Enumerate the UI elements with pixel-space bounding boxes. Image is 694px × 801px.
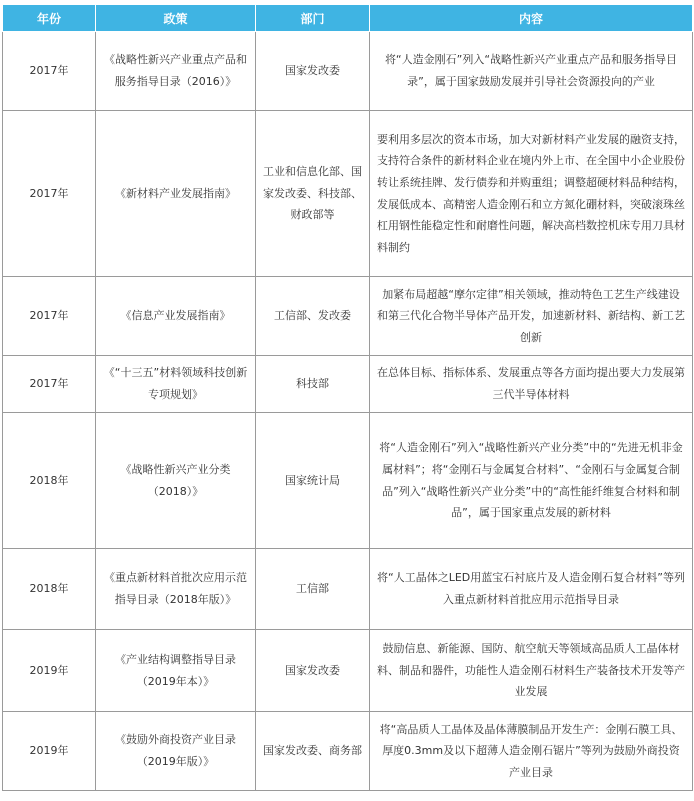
policy-table	[2, 4, 693, 791]
cell-department: 工信部	[256, 549, 370, 630]
table-header-row	[3, 5, 693, 32]
cell-department: 国家发改委	[256, 630, 370, 712]
cell-department: 工信部、发改委	[256, 277, 370, 356]
cell-department: 国家发改委	[256, 32, 370, 111]
cell-department: 工业和信息化部、国家发改委、科技部、财政部等	[256, 111, 370, 277]
cell-year: 2017年	[3, 277, 96, 356]
cell-content: 将“人工晶体之LED用蓝宝石衬底片及人造金刚石复合材料”等列入重点新材料首批应用示范指导目录	[370, 549, 693, 630]
table-row	[3, 32, 693, 111]
cell-policy: 《鼓励外商投资产业目录（2019年版）》	[96, 712, 256, 791]
cell-department: 国家发改委、商务部	[256, 712, 370, 791]
header-department: 部门	[256, 5, 370, 32]
table-row	[3, 712, 693, 791]
table-row	[3, 356, 693, 413]
cell-year: 2019年	[3, 630, 96, 712]
cell-year: 2018年	[3, 549, 96, 630]
cell-policy: 《战略性新兴产业重点产品和服务指导目录（2016）》	[96, 32, 256, 111]
cell-year: 2018年	[3, 413, 96, 549]
cell-policy: 《信息产业发展指南》	[96, 277, 256, 356]
cell-year: 2017年	[3, 356, 96, 413]
cell-content: 鼓励信息、新能源、国防、航空航天等领域高品质人工晶体材料、制品和器件，功能性人造金刚石材料生产装备技术开发等产业发展	[370, 630, 693, 712]
cell-content: 加紧布局超越“摩尔定律”相关领域，推动特色工艺生产线建设和第三代化合物半导体产品开发，加速新材料、新结构、新工艺创新	[370, 277, 693, 356]
cell-policy: 《产业结构调整指导目录（2019年本）》	[96, 630, 256, 712]
table-row	[3, 111, 693, 277]
cell-content: 要利用多层次的资本市场，加大对新材料产业发展的融资支持，支持符合条件的新材料企业在境内外上市、在全国中小企业股份转让系统挂牌、发行债券和并购重组；调整超硬材料品种结构，发展低成本、高精密人造金刚石和立方氮化硼材料，突破滚珠丝杠用钢性能稳定性和耐磨性问题，解决高档数控机床专用刀具材料制约	[370, 111, 693, 277]
cell-content: 将“高品质人工晶体及晶体薄膜制品开发生产：金刚石膜工具、厚度0.3mm及以下超薄人造金刚石锯片”等列为鼓励外商投资产业目录	[370, 712, 693, 791]
header-policy: 政策	[96, 5, 256, 32]
header-content: 内容	[370, 5, 693, 32]
cell-content: 在总体目标、指标体系、发展重点等各方面均提出要大力发展第三代半导体材料	[370, 356, 693, 413]
cell-department: 国家统计局	[256, 413, 370, 549]
cell-year: 2019年	[3, 712, 96, 791]
table-row	[3, 630, 693, 712]
cell-year: 2017年	[3, 32, 96, 111]
header-year: 年份	[3, 5, 96, 32]
cell-department: 科技部	[256, 356, 370, 413]
table-row	[3, 277, 693, 356]
cell-content: 将“人造金刚石”列入“战略性新兴产业分类”中的“先进无机非金属材料”；将“金刚石与金属复合材料”、“金刚石与金属复合制品”列入“战略性新兴产业分类”中的“高性能纤维复合材料和制品”，属于国家重点发展的新材料	[370, 413, 693, 549]
table-row	[3, 549, 693, 630]
cell-content: 将“人造金刚石”列入“战略性新兴产业重点产品和服务指导目录”，属于国家鼓励发展并引导社会资源投向的产业	[370, 32, 693, 111]
cell-policy: 《重点新材料首批次应用示范指导目录（2018年版）》	[96, 549, 256, 630]
table-row	[3, 413, 693, 549]
cell-policy: 《“十三五”材料领域科技创新专项规划》	[96, 356, 256, 413]
cell-year: 2017年	[3, 111, 96, 277]
cell-policy: 《战略性新兴产业分类（2018）》	[96, 413, 256, 549]
cell-policy: 《新材料产业发展指南》	[96, 111, 256, 277]
